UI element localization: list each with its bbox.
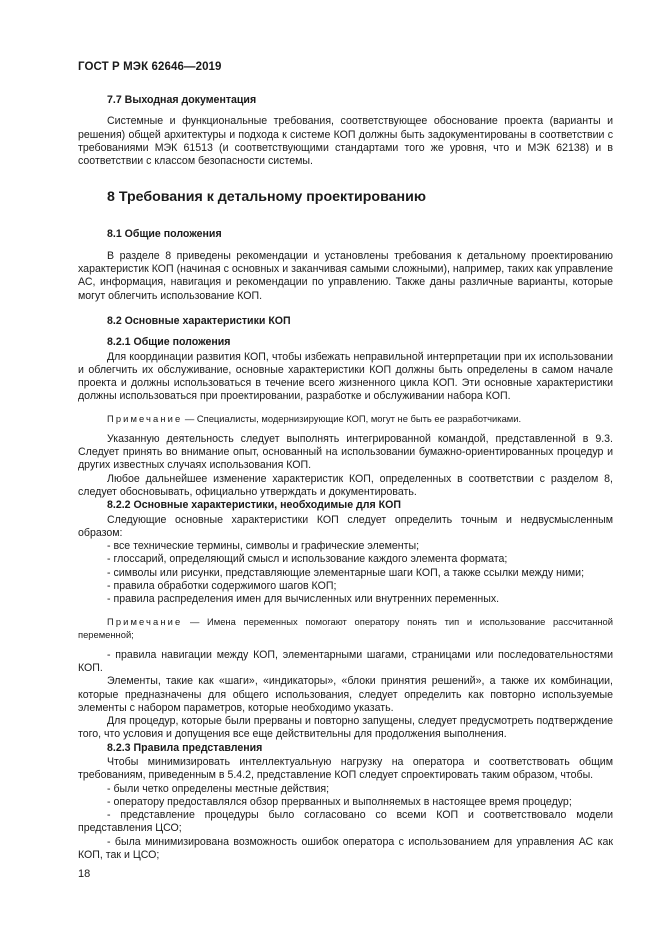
list-item: - глоссарий, определяющий смысл и использование каждого элемента формата; [107,553,508,566]
note-label: Примечание [107,615,183,627]
list-item: - оператору предоставлялся обзор прерванных и выполняемых в настоящее время процедур; [107,795,572,808]
note-text: — Специалисты, модернизирующие КОП, могут не быть ее разработчиками. [182,412,522,424]
page-number: 18 [78,868,91,880]
section-8-2-2-paragraph-2: Элементы, такие как «шаги», «индикаторы», «блоки принятия решений», а также их комбинации, которые предназначены для общего использования, следует определить как повторно используемые элементы с набором параметров, которые необходимо указать. [78,675,613,714]
section-8-2-1-paragraph-3: Любое дальнейшее изменение характеристик КОП, определенных в соответствии с разделом 8, следует обосновывать, официально утверждать и документировать. [78,472,613,498]
list-item: - правила обработки содержимого шагов КОП; [107,580,337,593]
note-8-2-1 [78,412,613,425]
list-item: - представление процедуры было согласовано со всеми КОП и соответствовало модели представления ЦСО; [78,809,613,835]
section-8-2-2-list-continued [78,649,613,676]
note-label: Примечание [107,412,183,424]
section-8-2-2-title: 8.2.2 Основные характеристики, необходимые для КОП [107,499,401,512]
section-8-2-2-paragraph-3: Для процедур, которые были прерваны и повторно запущены, следует предусмотреть подтверждение того, что условия и допущения все еще действительны для продолжения выполнения. [78,715,613,741]
section-7-7-paragraph: Системные и функциональные требования, соответствующее обоснование проекта (варианты и решения) общей архитектуры и подхода к системе КОП должны быть задокументированы в соответствии с требованиями МЭК 61513 (и соответствующими стандартами того же уровня, что и МЭК 62138) и в соответствии с классом безопасности системы. [78,115,613,168]
page-content [78,94,613,862]
section-8-2-1-paragraph-1: Для координации развития КОП, чтобы избежать неправильной интерпретации при их использовании и облегчить их обслуживание, основные характеристики КОП должны быть определены в самом начале проекта и должны использоваться в течение всего жизненного цикла КОП. Эти основные характеристики должны использоваться при проектировании, разработке и обслуживании набора КОП. [78,350,613,403]
note-8-2-2 [78,615,613,641]
list-item: - все технические термины, символы и графические элементы; [107,540,420,553]
list-item: - правила навигации между КОП, элементарными шагами, страницами или последовательностями КОП. [78,648,613,674]
section-8-1-paragraph: В разделе 8 приведены рекомендации и установлены требования к детальному проектированию характеристик КОП (начиная с основных и заканчивая самыми сложными), например, таких как управление АС, информация, навигация и рекомендации по управлению. Также даны различные варианты, которые могут облегчить использование КОП. [78,249,613,302]
section-8-2-2-paragraph-1: Следующие основные характеристики КОП следует определить точным и недвусмысленным образом: [78,513,613,539]
list-item: - была минимизирована возможность ошибок оператора с использованием для управления АС как КОП, так и ЦСО; [78,835,613,862]
section-8-title: 8 Требования к детальному проектированию [107,189,426,206]
section-8-2-2-list [78,540,613,606]
section-8-2-3-paragraph-1: Чтобы минимизировать интеллектуальную нагрузку на оператора и соответствовать общим требованиям, приведенным в 5.4.2, представление КОП следует спроектировать таким образом, чтобы. [78,755,613,782]
list-item: - были четко определены местные действия; [107,782,330,795]
list-item: - символы или рисунки, представляющие элементарные шаги КОП, а также ссылки между ними; [107,566,585,579]
section-7-7-title: 7.7 Выходная документация [107,94,257,106]
section-8-2-1-title: 8.2.1 Общие положения [107,336,231,349]
section-8-2-3-title: 8.2.3 Правила представления [107,741,263,754]
section-8-1-title: 8.1 Общие положения [107,228,222,241]
section-8-2-3-list [78,783,613,863]
section-8-2-title: 8.2 Основные характеристики КОП [107,314,291,327]
section-8-2-1-paragraph-2: Указанную деятельность следует выполнять интегрированной командой, представленной в 9.3. Следует принять во внимание опыт, основанный на использовании бумажно-ориентированных процедур и других известных случаях использования КОП. [78,432,613,472]
list-item: - правила распределения имен для вычисленных или внутренних переменных. [107,593,500,606]
note-text: — Имена переменных помогают оператору понять тип и использование рассчитанной переменной; [78,615,613,640]
standard-code-header: ГОСТ Р МЭК 62646—2019 [78,61,222,73]
